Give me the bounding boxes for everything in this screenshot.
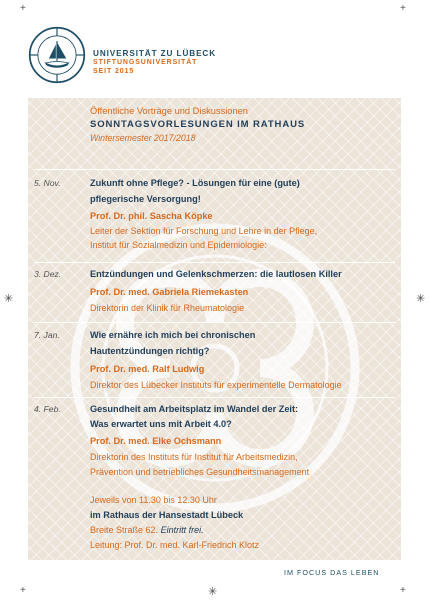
divider <box>34 169 395 170</box>
intro-text: Öffentliche Vorträge und Diskussionen <box>90 106 248 116</box>
talk-speaker: Prof. Dr. med. Elke Ochsmann <box>90 436 222 446</box>
crop-mark-icon: + <box>400 3 406 14</box>
crop-mark-icon: + <box>400 585 406 596</box>
talk-speaker-role: Direktor des Lübecker Instituts für experimentelle Dermatologie <box>90 380 342 390</box>
talk-title: Hautentzündungen richtig? <box>90 346 210 356</box>
university-foundation: STIFTUNGSUNIVERSITÄT <box>93 59 198 66</box>
registration-mark-icon: ✳ <box>416 293 426 305</box>
talk-date: 3. Dez. <box>34 269 62 279</box>
talk-date: 4. Feb. <box>34 404 61 414</box>
talk-title: Zukunft ohne Pflege? - Lösungen für eine (gute) <box>90 178 300 188</box>
crop-mark-icon: + <box>20 3 26 14</box>
talk-title: pflegerische Versorgung! <box>90 194 201 204</box>
talk-title: Entzündungen und Gelenkschmerzen: die lautlosen Killer <box>90 269 342 279</box>
event-address: Breite Straße 62. <box>90 525 159 535</box>
talk-speaker-role: Prävention und betriebliches Gesundheitsmanagement <box>90 467 310 477</box>
talk-date: 7. Jan. <box>34 330 60 340</box>
talk-speaker: Prof. Dr. med. Ralf Ludwig <box>90 364 205 374</box>
event-venue: im Rathaus der Hansestadt Lübeck <box>90 510 244 520</box>
talk-speaker-role: Leiter der Sektion für Forschung und Lehre in der Pflege, <box>90 226 318 236</box>
registration-mark-icon: ✳ <box>4 293 14 305</box>
talk-speaker-role: Direktorin des Instituts für Institut für Arbeitsmedizin, <box>90 452 298 462</box>
university-name-block <box>93 49 216 76</box>
talk-speaker: Prof. Dr. med. Gabriela Riemekasten <box>90 287 249 297</box>
talk-speaker: Prof. Dr. phil. Sascha Köpke <box>90 211 213 221</box>
divider <box>34 397 395 398</box>
event-lead: Leitung: Prof. Dr. med. Karl-Friedrich Klotz <box>90 540 260 550</box>
talk-title: Was erwartet uns mit Arbeit 4.0? <box>90 419 232 429</box>
event-entry: Eintritt frei. <box>160 525 204 535</box>
talk-date: 5. Nov. <box>34 178 61 188</box>
divider <box>34 322 395 323</box>
university-since: SEIT 2015 <box>93 67 135 75</box>
semester-label: Wintersemester 2017/2018 <box>90 133 196 143</box>
talk-speaker-role: Direktorin der Klinik für Rheumatologie <box>90 303 245 313</box>
divider <box>34 262 395 263</box>
university-seal-icon <box>28 26 86 84</box>
talk-title: Wie ernähre ich mich bei chronischen <box>90 330 256 340</box>
registration-mark-icon: ✳ <box>208 586 218 598</box>
tagline: IM FOCUS DAS LEBEN <box>284 568 380 577</box>
event-time: Jeweils von 11.30 bis 12.30 Uhr <box>90 495 217 505</box>
event-address-line <box>90 525 204 535</box>
talk-title: Gesundheit am Arbeitsplatz im Wandel der Zeit: <box>90 404 299 414</box>
series-title: SONNTAGSVORLESUNGEN IM RATHAUS <box>90 119 306 130</box>
university-name: UNIVERSITÄT ZU LÜBECK <box>93 49 217 58</box>
content-panel <box>28 98 401 560</box>
crop-mark-icon: + <box>20 585 26 596</box>
talk-speaker-role: Institut für Sozialmedizin und Epidemiologie: <box>90 240 267 250</box>
